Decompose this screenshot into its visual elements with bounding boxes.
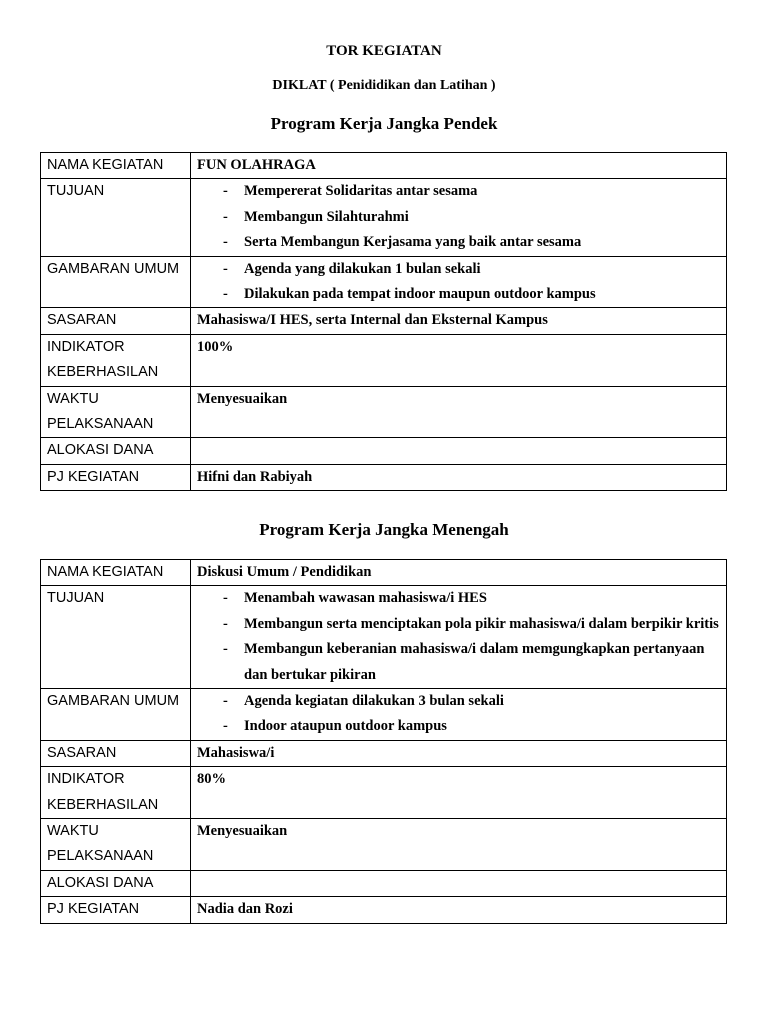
list-item: - Membangun Silahturahmi <box>197 205 720 230</box>
alokasi-value <box>191 438 727 464</box>
list-item: - Mempererat Solidaritas antar sesama <box>197 179 720 204</box>
gambaran-list-cell <box>191 256 727 308</box>
waktu-value: Menyesuaikan <box>191 819 727 871</box>
row-label-alokasi: ALOKASI DANA <box>41 870 191 896</box>
list-item: - Membangun keberanian mahasiswa/i dalam memgungkapkan pertanyaan dan bertukar pikiran <box>197 637 720 688</box>
table-row <box>41 819 727 871</box>
indikator-value: 100% <box>191 334 727 386</box>
row-label-nama-kegiatan: NAMA KEGIATAN <box>41 560 191 586</box>
row-label-tujuan: TUJUAN <box>41 179 191 256</box>
row-label-waktu: WAKTU PELAKSANAAN <box>41 819 191 871</box>
table-row <box>41 464 727 490</box>
list-item: - Dilakukan pada tempat indoor maupun outdoor kampus <box>197 282 720 307</box>
row-label-gambaran-umum: GAMBARAN UMUM <box>41 256 191 308</box>
list-item: - Menambah wawasan mahasiswa/i HES <box>197 586 720 611</box>
table-row <box>41 153 727 179</box>
pj-value: Hifni dan Rabiyah <box>191 464 727 490</box>
row-label-pj: PJ KEGIATAN <box>41 464 191 490</box>
table-row <box>41 870 727 896</box>
row-label-sasaran: SASARAN <box>41 740 191 766</box>
list-item: - Agenda yang dilakukan 1 bulan sekali <box>197 257 720 282</box>
list-item: - Agenda kegiatan dilakukan 3 bulan sekali <box>197 689 720 714</box>
program-table-short-term <box>40 152 727 491</box>
waktu-value: Menyesuaikan <box>191 386 727 438</box>
row-label-nama-kegiatan: NAMA KEGIATAN <box>41 153 191 179</box>
tujuan-list <box>197 179 720 255</box>
row-label-indikator: INDIKATOR KEBERHASILAN <box>41 334 191 386</box>
indikator-value: 80% <box>191 767 727 819</box>
table-row <box>41 334 727 386</box>
list-item: - Serta Membangun Kerjasama yang baik antar sesama <box>197 230 720 255</box>
table-row <box>41 179 727 256</box>
nama-kegiatan-value: FUN OLAHRAGA <box>191 153 727 179</box>
row-label-tujuan: TUJUAN <box>41 586 191 689</box>
program-table-medium-term <box>40 559 727 924</box>
tujuan-list-cell <box>191 586 727 689</box>
sasaran-value: Mahasiswa/i <box>191 740 727 766</box>
table-row <box>41 767 727 819</box>
document-title: TOR KEGIATAN <box>326 43 442 59</box>
list-item: - Membangun serta menciptakan pola pikir mahasiswa/i dalam berpikir kritis <box>197 612 720 637</box>
row-label-pj: PJ KEGIATAN <box>41 897 191 923</box>
section-heading-short-term: Program Kerja Jangka Pendek <box>270 114 498 133</box>
row-label-waktu: WAKTU PELAKSANAAN <box>41 386 191 438</box>
table-row <box>41 897 727 923</box>
alokasi-value <box>191 870 727 896</box>
pj-value: Nadia dan Rozi <box>191 897 727 923</box>
gambaran-list-cell <box>191 689 727 741</box>
section-heading-medium-term: Program Kerja Jangka Menengah <box>259 520 509 539</box>
tujuan-list-cell <box>191 179 727 256</box>
sasaran-value: Mahasiswa/I HES, serta Internal dan Eksternal Kampus <box>191 308 727 334</box>
tujuan-list <box>197 586 720 688</box>
table-row <box>41 689 727 741</box>
row-label-alokasi: ALOKASI DANA <box>41 438 191 464</box>
table-row <box>41 438 727 464</box>
list-item: - Indoor ataupun outdoor kampus <box>197 714 720 739</box>
row-label-gambaran-umum: GAMBARAN UMUM <box>41 689 191 741</box>
gambaran-list <box>197 257 720 308</box>
gambaran-list <box>197 689 720 740</box>
nama-kegiatan-value: Diskusi Umum / Pendidikan <box>191 560 727 586</box>
table-row <box>41 308 727 334</box>
row-label-indikator: INDIKATOR KEBERHASILAN <box>41 767 191 819</box>
document-subtitle: DIKLAT ( Penididikan dan Latihan ) <box>272 78 496 93</box>
table-row <box>41 256 727 308</box>
table-row <box>41 386 727 438</box>
row-label-sasaran: SASARAN <box>41 308 191 334</box>
table-row <box>41 560 727 586</box>
table-row <box>41 586 727 689</box>
table-row <box>41 740 727 766</box>
